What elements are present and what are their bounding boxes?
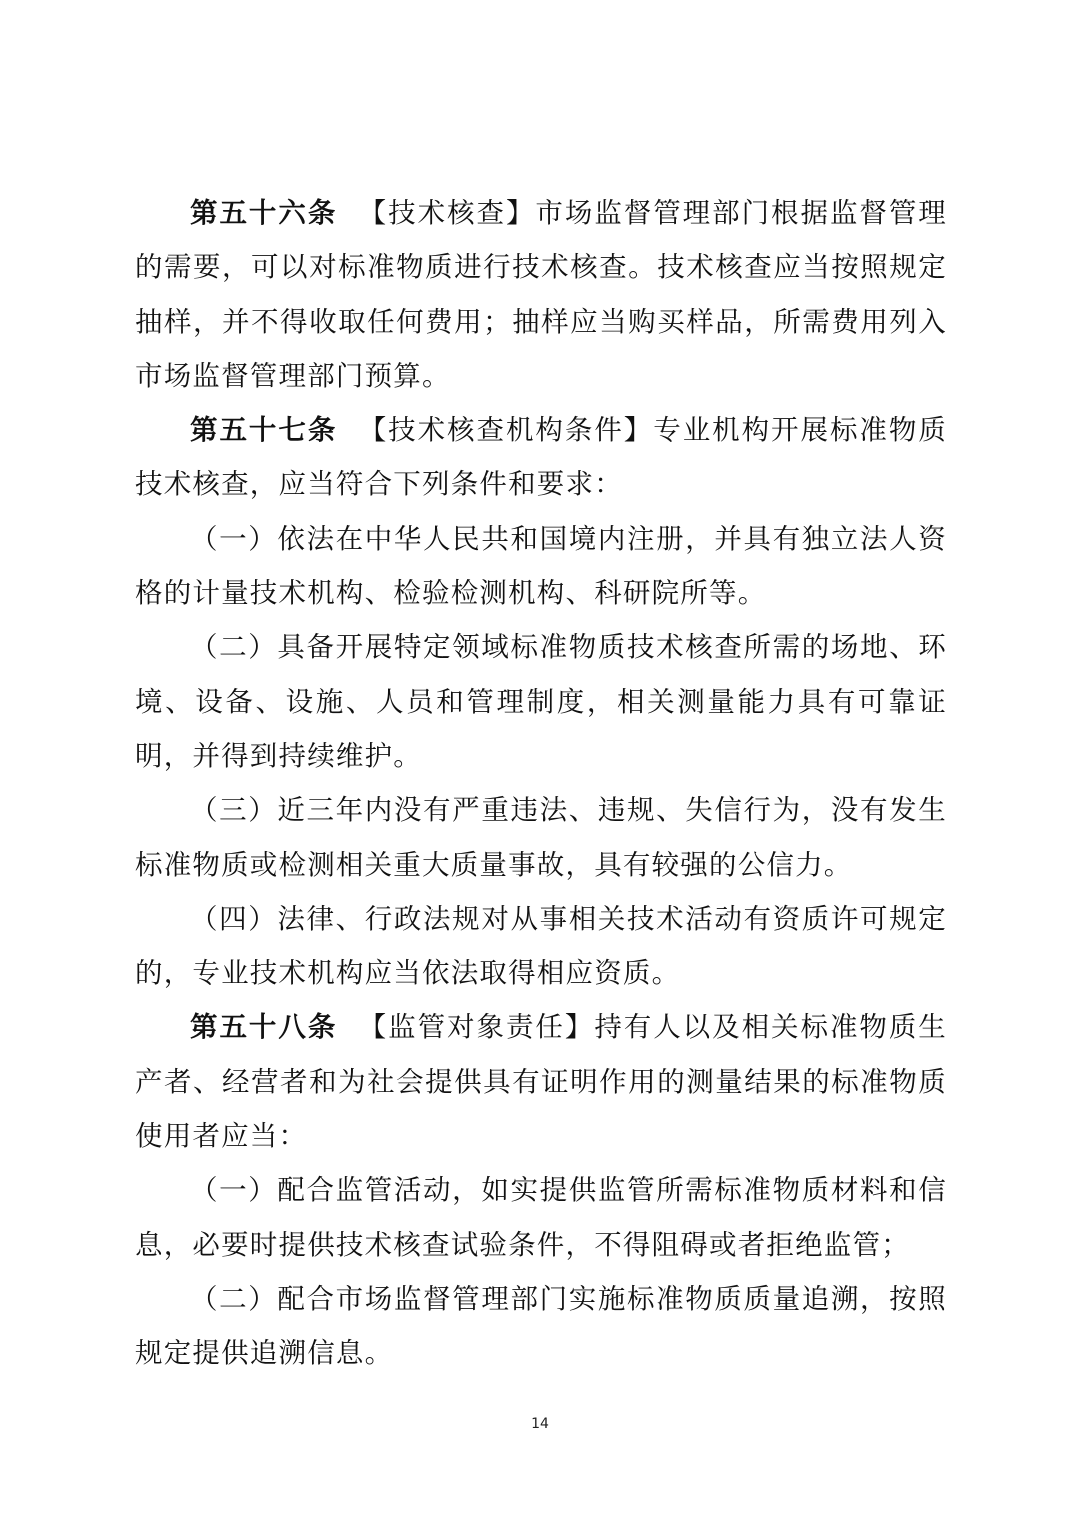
article-58-body: 持有人以及相关标准物质生产者、经营者和为社会提供具有证明作用的测量结果的标准物质使用者应当： <box>135 1011 948 1153</box>
article-58-number: 第五十八条 <box>190 1011 338 1044</box>
article-56-number: 第五十六条 <box>190 197 338 229</box>
article-56 <box>135 186 947 403</box>
article-58 <box>135 1000 947 1163</box>
article-56-body: 市场监督管理部门根据监督管理的需要，可以对标准物质进行技术核查。技术核查应当按照规定抽样，并不得收取任何费用；抽样应当购买样品，所需费用列入市场监督管理部门预算。 <box>135 197 948 392</box>
article-57-item-2: （二）具备开展特定领域标准物质技术核查所需的场地、环境、设备、设施、人员和管理制度，相关测量能力具有可靠证明，并得到持续维护。 <box>135 631 947 772</box>
article-57 <box>135 403 947 512</box>
article-58-item-2: （二）配合市场监督管理部门实施标准物质质量追溯，按照规定提供追溯信息。 <box>135 1282 947 1370</box>
document-page <box>135 186 947 1381</box>
article-58-item-1: （一）配合监管活动，如实提供监管所需标准物质材料和信息，必要时提供技术核查试验条件，不得阻碍或者拒绝监管； <box>135 1174 947 1261</box>
article-57-title: 【技术核查机构条件】 <box>358 414 654 447</box>
article-57-number: 第五十七条 <box>190 414 338 447</box>
article-57-item-3: （三）近三年内没有严重违法、违规、失信行为，没有发生标准物质或检测相关重大质量事故，具有较强的公信力。 <box>135 794 947 881</box>
article-57-item-4: （四）法律、行政法规对从事相关技术活动有资质许可规定的，专业技术机构应当依法取得相应资质。 <box>135 902 947 990</box>
article-57-item-1: （一）依法在中华人民共和国境内注册，并具有独立法人资格的计量技术机构、检验检测机构、科研院所等。 <box>135 522 947 610</box>
article-58-title: 【监管对象责任】 <box>358 1011 595 1044</box>
article-56-title: 【技术核查】 <box>358 197 536 229</box>
page-number: 14 <box>531 1416 549 1432</box>
article-57-body: 专业机构开展标准物质技术核查，应当符合下列条件和要求： <box>135 414 948 501</box>
